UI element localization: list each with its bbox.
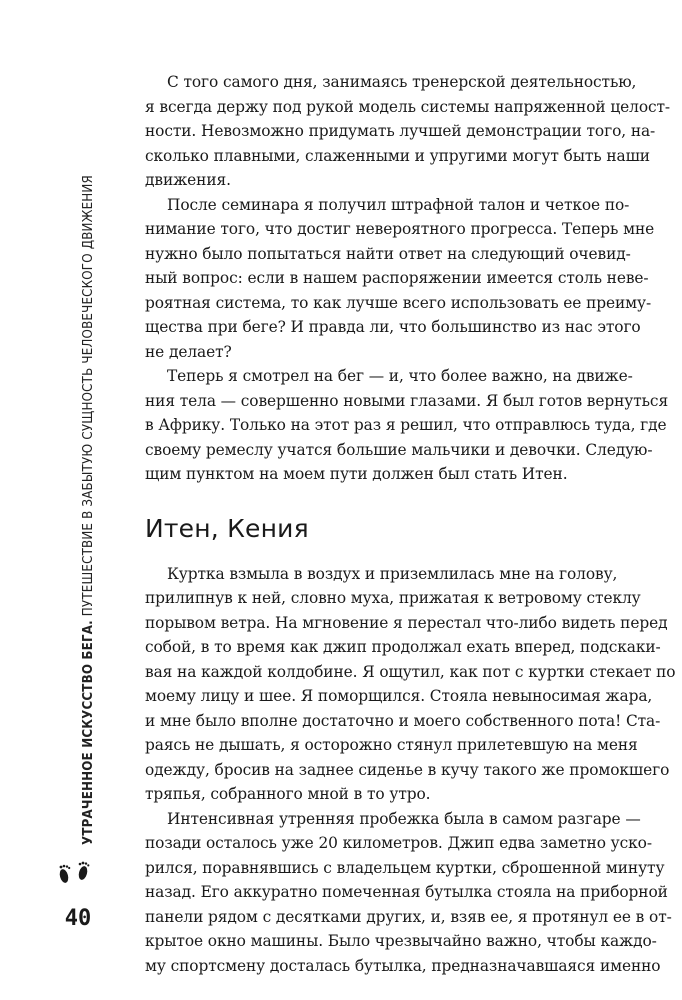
book-title: УТРАЧЕННОЕ ИСКУССТВО БЕГА. xyxy=(81,620,96,845)
text-line: назад. Его аккуратно помеченная бутылка стояла на приборной xyxy=(145,883,668,901)
text-line: С того самого дня, занимаясь тренерской деятельностью, xyxy=(167,73,637,91)
text-line: одежду, бросив на заднее сиденье в кучу такого же промокшего xyxy=(145,760,670,779)
text-line: панели рядом с десятками других, и, взяв ее, я протянул ее в от- xyxy=(145,907,672,926)
page-number: 40 xyxy=(64,906,92,931)
paragraph xyxy=(145,807,672,979)
text-line: движения. xyxy=(145,171,231,189)
running-header-vertical xyxy=(79,175,99,845)
text-line: После семинара я получил штрафной талон и четкое по- xyxy=(167,195,630,214)
paragraph xyxy=(145,193,655,365)
paragraphs-after-heading xyxy=(145,562,676,979)
text-line: в Африку. Только на этот раз я решил, что отправлюсь туда, где xyxy=(145,416,667,434)
text-line: своему ремеслу учатся большие мальчики и девочки. Следую- xyxy=(145,440,653,459)
text-line: роятная система, то как лучше всего использовать ее преиму- xyxy=(145,293,652,312)
text-line: прилипнув к ней, словно муха, прижатая к ветровому стеклу xyxy=(145,589,641,607)
paragraphs-before-heading xyxy=(145,70,671,487)
text-line: рился, поравнявшись с владельцем куртки, сброшенной минуту xyxy=(145,858,665,877)
text-line: и мне было вполне достаточно и моего собственного пота! Ста- xyxy=(145,711,661,730)
text-line: не делает? xyxy=(145,342,232,361)
text-line: нимание того, что достиг невероятного прогресса. Теперь мне xyxy=(145,220,655,238)
paragraph xyxy=(145,364,669,487)
text-line: нужно было попытаться найти ответ на следующий очевид- xyxy=(145,244,631,263)
paragraph xyxy=(145,70,671,193)
footprints-icon xyxy=(56,858,96,888)
text-line: позади осталось уже 20 километров. Джип едва заметно уско- xyxy=(145,834,652,852)
text-line: Куртка взмыла в воздух и приземлилась мне на голову, xyxy=(167,564,618,583)
text-line: вая на каждой колдобине. Я ощутил, как пот с куртки стекает по xyxy=(145,662,676,681)
text-line: крытое окно машины. Было чрезвычайно важно, чтобы каждо- xyxy=(145,932,657,950)
text-line: сколько плавными, слаженными и упругими могут быть наши xyxy=(145,146,650,165)
text-line: Теперь я смотрел на бег — и, что более важно, на движе- xyxy=(167,367,633,385)
text-line: ния тела — совершенно новыми глазами. Я был готов вернуться xyxy=(145,391,669,410)
text-line: моему лицу и шее. Я поморщился. Стояла невыносимая жара, xyxy=(145,687,653,705)
book-subtitle: ПУТЕШЕСТВИЕ В ЗАБЫТУЮ СУЩНОСТЬ ЧЕЛОВЕЧЕСКОГО ДВИЖЕНИЯ xyxy=(81,175,96,621)
text-line: ности. Невозможно придумать лучшей демонстрации того, на- xyxy=(145,122,656,140)
text-line: Интенсивная утренняя пробежка была в самом разгаре — xyxy=(167,809,641,828)
text-line: щим пунктом на моем пути должен был стать Итен. xyxy=(145,465,568,483)
paragraph xyxy=(145,562,676,807)
text-line: му спортсмену досталась бутылка, предназначавшаяся именно xyxy=(145,956,661,975)
text-line: раясь не дышать, я осторожно стянул прилетевшую на меня xyxy=(145,736,638,754)
text-line: тряпья, собранного мной в то утро. xyxy=(145,785,431,803)
text-line: я всегда держу под рукой модель системы напряженной целост- xyxy=(145,97,671,116)
text-line: ный вопрос: если в нашем распоряжении имеется столь неве- xyxy=(145,269,649,287)
section-heading: Итен, Кения xyxy=(145,513,309,543)
main-text-column xyxy=(145,70,676,978)
text-line: щества при беге? И правда ли, что большинство из нас этого xyxy=(145,318,641,336)
text-line: собой, в то время как джип продолжал ехать вперед, подскаки- xyxy=(145,638,661,656)
text-line: порывом ветра. На мгновение я перестал что-либо видеть перед xyxy=(145,613,668,632)
